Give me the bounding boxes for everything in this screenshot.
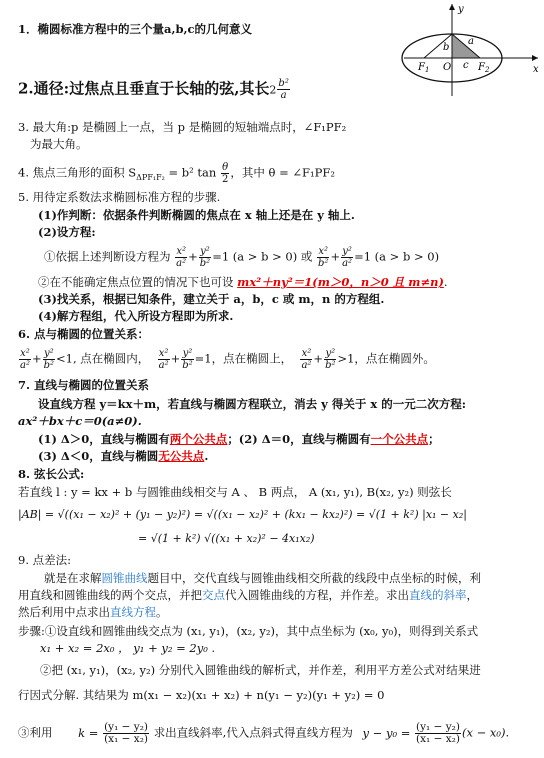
theta-half-fraction: $\frac{\theta}{2}$ bbox=[221, 162, 229, 185]
section-3-line-2: 为最大角。 bbox=[30, 137, 88, 151]
section-7-case-2: (3) Δ＜0，直线与椭圆无公共点. bbox=[38, 449, 209, 463]
section-5-case-2: ②在不能确定焦点位置的情况下也可设 mx²＋ny²＝1(m＞0，n＞0 且 m≠n). bbox=[38, 275, 448, 289]
section-9-step-1b: x₁ + x₂ = 2x₀ ， y₁ + y₂ = 2y₀ . bbox=[40, 641, 216, 655]
ellipse-figure bbox=[398, 0, 544, 100]
focal-triangle bbox=[452, 34, 480, 58]
origin-label: O bbox=[443, 62, 452, 73]
general-ellipse-equation: mx²＋ny²＝1(m＞0，n＞0 且 m≠n) bbox=[237, 275, 444, 289]
section-6-title: 6. 点与椭圆的位置关系： bbox=[18, 327, 150, 341]
point-slope-fraction: $\frac{\text{(y₁ − y₂)}}{\text{(x₁ − x₂)}}$ bbox=[416, 721, 460, 745]
section-6-relations: $\frac{\text{x²}}{\text{a²}}$ + $\frac{\text{y²}}{\text{b²}}$ <1, 点在椭圆内， $\frac{\text{x²}}{\text{a²}}$ + $\frac{\text{y²}}{\text{b²}}$ =1，点在椭圆上， $\frac{\text{x²}}{\text{a²}}$ + $\frac{\text{y²}}{\text{b²}}$ >1，点在椭圆外。 bbox=[20, 348, 435, 371]
section-8-title: 8. 弦长公式: bbox=[18, 467, 85, 481]
section-5-step-3: (3)找关系，根据已知条件，建立关于 a，b，c 或 m，n 的方程组. bbox=[38, 292, 385, 306]
section-9-title: 9. 点差法: bbox=[18, 553, 72, 567]
y-label: y bbox=[458, 4, 464, 15]
chord-length-formula: |AB| = √((x₁ − x₂)² + (y₁ − y₂)²) = √((x₁ − x₂)² + (kx₁ − kx₂)²) = √(1 + k²) |x₁ − x₂| bbox=[18, 508, 467, 521]
x-axis-arrow bbox=[532, 55, 538, 61]
section-9-para-1: 就是在求解圆锥曲线题目中，交代直线与圆锥曲线相交所截的线段中点坐标的时候，利 bbox=[44, 571, 481, 585]
section-9-para-3: 然后利用中点求出直线方程。 bbox=[18, 605, 168, 619]
y-axis-arrow bbox=[449, 4, 455, 10]
section-8-line-1: 若直线 l : y = kx + b 与圆锥曲线相交与 A 、 B 两点， A (x₁, y₁), B(x₂, y₂) 则弦长 bbox=[18, 485, 452, 499]
c-label: c bbox=[463, 60, 469, 71]
section-9-step-3: ③利用 k = $\frac{\text{(y₁ − y₂)}}{\text{(x₁ − x₂)}}$ 求出直线斜率,代入点斜式得直线方程为 y − y₀ = $\frac{\text{(y₁ − y₂)}}{\text{(x₁ − x₂)}}$ (x − x₀). bbox=[18, 721, 510, 745]
section-9-step-1: 步骤:①设直线和圆锥曲线交点为 (x₁, y₁)，(x₂, y₂)，其中点坐标为 (x₀, y₀)，则得到关系式 bbox=[18, 624, 479, 638]
x-label: x bbox=[533, 64, 539, 75]
chord-length-formula-2: = √(1 + k²) √((x₁ + x₂)² − 4x₁x₂) bbox=[138, 532, 315, 545]
section-5-title: 5. 用待定系数法求椭圆标准方程的步骤. bbox=[18, 190, 221, 204]
section-7-case-1: (1) Δ＞0，直线与椭圆有两个公共点；(2) Δ＝0，直线与椭圆有一个公共点； bbox=[38, 432, 440, 446]
latus-rectum-fraction: $\frac{\text{b²}}{a}$ bbox=[278, 78, 289, 101]
section-7-para-2: ax²＋bx＋c＝0(a≠0). bbox=[18, 414, 142, 428]
section-2: 2.通径:过焦点且垂直于长轴的弦,其长2 $\frac{\text{b²}}{a}$ bbox=[18, 78, 289, 101]
section-4: 4. 焦点三角形的面积 $S_{\Delta PF_1F_2} = b^2$ tan $\frac{\theta}{2}$ ，其中 θ = ∠F₁PF₂ bbox=[18, 162, 335, 185]
section-5-step-4: (4)解方程组，代入所设方程即为所求. bbox=[38, 309, 234, 323]
section-5-step-2: (2)设方程: bbox=[38, 225, 96, 239]
section-9-step-2b: 行因式分解. 其结果为 m(x₁ − x₂)(x₁ + x₂) + n(y₁ − y₂)(y₁ + y₂) = 0 bbox=[18, 688, 385, 702]
section-5-step-1: (1)作判断：依据条件判断椭圆的焦点在 x 轴上还是在 y 轴上. bbox=[38, 208, 355, 222]
section-7-title: 7. 直线与椭圆的位置关系 bbox=[18, 378, 150, 392]
section-7-para-1: 设直线方程 y＝kx＋m，若直线与椭圆方程联立，消去 y 得关于 x 的一元二次方程: bbox=[38, 397, 466, 411]
section-3-line-1: 3. 最大角:p 是椭圆上一点，当 p 是椭圆的短轴端点时，∠F₁PF₂ bbox=[18, 120, 347, 134]
section-9-step-2: ②把 (x₁, y₁)，(x₂, y₂) 分别代入圆锥曲线的解析式，并作差，利用平方差公式对结果进 bbox=[40, 663, 481, 677]
section-1: 1．椭圆标准方程中的三个量a,b,c的几何意义 bbox=[18, 22, 253, 36]
section-9-para-2: 用直线和圆锥曲线的两个交点，并把交点代入圆锥曲线的方程，并作差。求出直线的斜率， bbox=[18, 588, 478, 602]
f1-label: $F_1$ bbox=[418, 62, 430, 74]
section-5-case-1: ①依据上述判断设方程为 $\frac{\text{x²}}{\text{a²}}$ + $\frac{\text{y²}}{\text{b²}}$ =1 (a > b > 0) 或 $\frac{\text{x²}}{\text{b²}}$ + $\frac{\text{y²}}{\text{a²}}$ =1 (a > b > 0) bbox=[44, 246, 440, 269]
a-label: a bbox=[468, 36, 474, 47]
b-label: b bbox=[443, 42, 450, 53]
f2-label: $F_2$ bbox=[478, 62, 490, 74]
slope-fraction: $\frac{\text{(y₁ − y₂)}}{\text{(x₁ − x₂)}}$ bbox=[104, 721, 149, 745]
